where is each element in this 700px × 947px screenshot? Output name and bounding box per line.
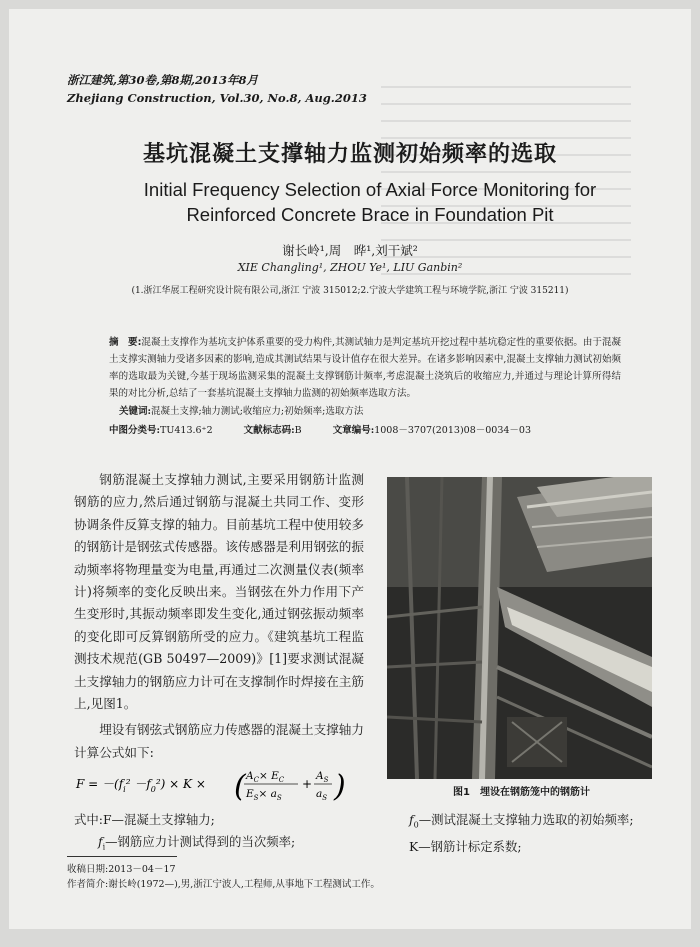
formula-mid: ² －f [125, 777, 151, 791]
formula-sub-i: i [123, 785, 126, 794]
title-chinese: 基坑混凝土支撑轴力监测初始频率的选取 [142, 142, 557, 167]
svg-text:aS [316, 788, 327, 802]
formula-rest: ²) × K × [155, 777, 206, 791]
footnote [67, 862, 380, 892]
frac1-num-a: A [246, 770, 254, 782]
definitions-right [389, 809, 634, 858]
frac1-den-e: E [246, 788, 254, 800]
keywords [119, 403, 363, 417]
doc-value: B [294, 425, 302, 436]
axial-force-formula [74, 764, 364, 804]
frac2-den-sub: S [322, 794, 328, 802]
body-paragraph-1: 钢筋混凝土支撑轴力测试,主要采用钢筋计监测钢筋的应力,然后通过钢筋与混凝土共同工作、变形协调条件反算支撑的轴力。目前基坑工程中使用较多的钢筋计是钢弦式传感器。该传感器是利用钢弦的振动频率将物理量变为电量,再通过二次测量仪表(频率计)将频率的变化反映出来。当钢弦在外力作用下产生变形时,其振动频率即发生变化,通过钢弦振动频率的变化即可反算钢筋所受的应力。《建筑基坑工程监测技术规范(GB 50497—2009)》[1]要求测试混凝土支撑轴力的钢筋应力计可在支撑制作时焊接在主筋上,见图1。 [74, 472, 364, 712]
formula-lhs: F = －(f [76, 777, 124, 791]
abstract-label: 摘 要: [109, 337, 142, 348]
svg-text:AS [315, 770, 329, 784]
authors-chinese: 谢长岭¹,周 晔¹,刘干斌² [282, 243, 418, 258]
definitions-left [74, 809, 295, 858]
frac1-den-sub2: S [276, 794, 282, 802]
article-label: 文章编号: [332, 425, 375, 436]
figure-1-photo [387, 477, 652, 779]
definition-f0-text: —测试混凝土支撑轴力选取的初始频率; [418, 812, 634, 827]
abstract-text: 混凝土支撑作为基坑支护体系重要的受力构件,其测试轴力是判定基坑开挖过程中基坑稳定性的重要依据。由于混凝土支撑实测轴力受诸多因素的影响,造成其测试结果与设计值存在很大差异。在诸多影响因素中,混凝土支撑轴力测试初始频率的选取最为关键,今基于现场监测采集的混凝土支撑钢筋计频率,考虑混凝土浇筑后的收缩应力,并通过与理论计算所得结果的对比分析,总结了一套基坑混凝土支撑轴力监测的初始频率选取方法。 [109, 337, 621, 399]
definition-F: 式中:F—混凝土支撑轴力; [74, 812, 215, 827]
title-english-line1: Initial Frequency Selection of Axial Force Monitoring for [143, 179, 597, 200]
svg-text:(: ( [234, 769, 246, 804]
author-bio: 作者简介:谢长岭(1972—),男,浙江宁波人,工程师,从事地下工程测试工作。 [67, 879, 380, 890]
definition-K: K—钢筋计标定系数; [409, 839, 522, 855]
frac1-num-sub2: C [278, 776, 285, 784]
definition-f0 [389, 809, 634, 836]
doc-label: 文献标志码: [243, 425, 295, 436]
abstract [109, 334, 621, 402]
authors-english: XIE Changling¹, ZHOU Ye¹, LIU Ganbin² [237, 261, 463, 274]
formula-plus: + [302, 777, 313, 791]
clc-label: 中图分类号: [109, 425, 161, 436]
frac1-num-sub1: C [253, 776, 259, 784]
formula-sub-0: 0 [150, 785, 156, 794]
var-sub-0: 0 [413, 820, 419, 830]
journal-header [67, 71, 367, 107]
keywords-label: 关键词: [119, 406, 152, 417]
article-value: 1008－3707(2013)08－0034－03 [374, 425, 531, 436]
var-sub-i: i [102, 842, 106, 852]
document-code [244, 425, 302, 436]
title-english-line2: Reinforced Concrete Brace in Foundation Pit [186, 204, 554, 225]
journal-line-en: Zhejiang Construction, Vol.30, No.8, Aug.2013 [67, 91, 367, 105]
frac1-num-e: × E [258, 770, 279, 782]
article-number [333, 425, 531, 436]
figure-1-caption: 图1 埋设在钢筋笼中的钢筋计 [453, 787, 590, 798]
classification-line [109, 422, 631, 436]
frac1-den-a: × a [258, 788, 277, 800]
journal-line-cn: 浙江建筑,第30卷,第8期,2013年8月 [67, 73, 259, 87]
body-text [74, 469, 364, 768]
clc-value: TU413.6⁺2 [160, 425, 213, 436]
keywords-text: 混凝土支撑;轴力测试;收缩应力;初始频率;选取方法 [151, 406, 364, 417]
paper-page [9, 9, 691, 929]
var-f: f [98, 834, 103, 849]
affiliations: (1.浙江华展工程研究设计院有限公司,浙江 宁波 315012;2.宁波大学建筑工程与环境学院,浙江 宁波 315211) [131, 286, 569, 296]
svg-text:AC× EC [245, 770, 285, 784]
frac1-den-sub1: S [253, 794, 259, 802]
definition-fi-text: —钢筋应力计测试得到的当次频率; [105, 834, 296, 849]
svg-text:): ) [334, 769, 346, 804]
frac2-num-sub: S [323, 776, 329, 784]
definition-fi [74, 831, 295, 858]
var-f0: f [409, 812, 414, 827]
frac2-num: A [316, 770, 324, 782]
body-paragraph-2: 埋设有钢弦式钢筋应力传感器的混凝土支撑轴力计算公式如下: [74, 722, 364, 760]
svg-text:F = －(fi² －f0²) × K × [75, 777, 206, 794]
clc-code [109, 425, 213, 436]
received-date: 收稿日期:2013－04－17 [67, 864, 176, 875]
title-english [129, 177, 611, 227]
frac2-den: a [316, 788, 323, 800]
footnote-rule [67, 856, 177, 857]
svg-text:ES× aS [245, 788, 282, 802]
